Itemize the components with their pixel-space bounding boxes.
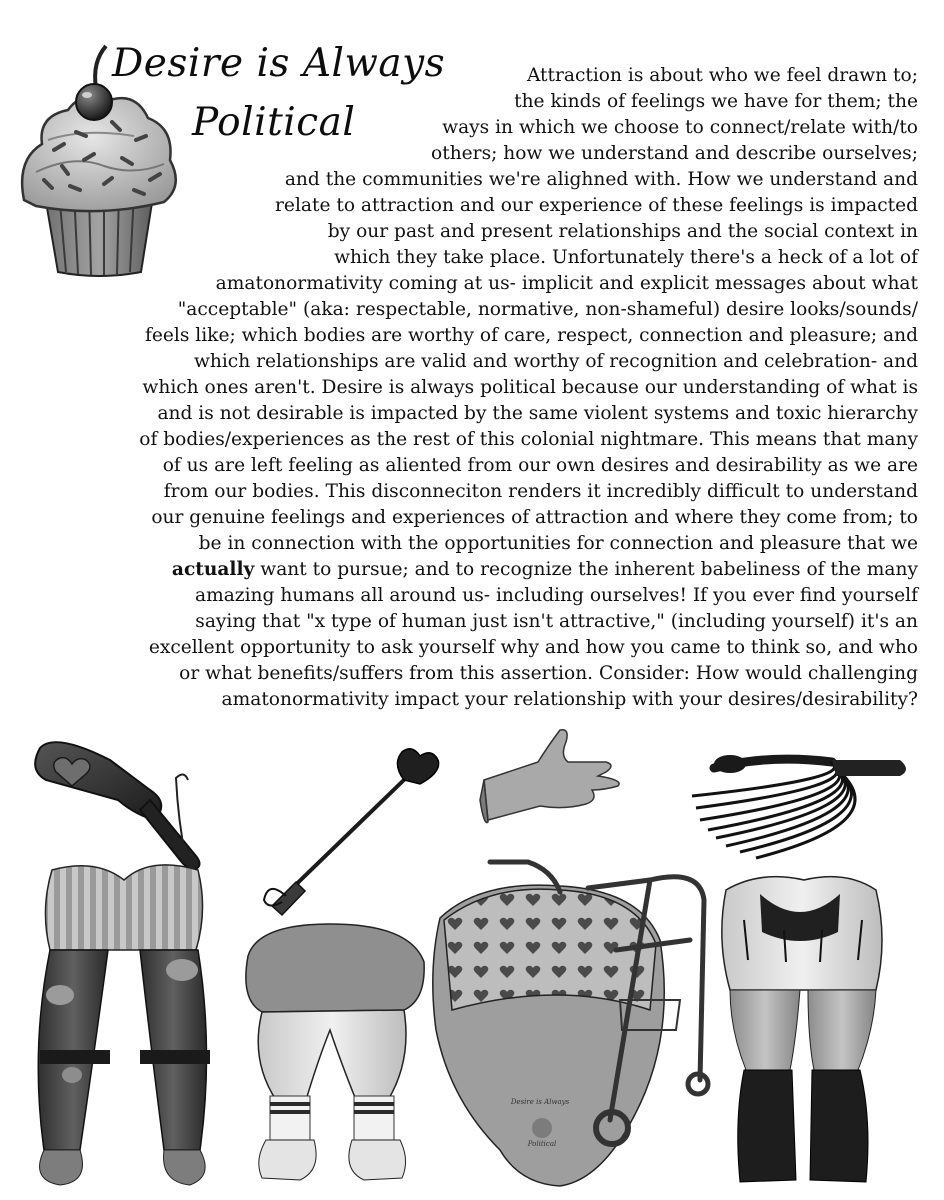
figure-garters-boots: [722, 877, 882, 1182]
body-line: and is not desirable is impacted by the same violent systems and toxic hierarchy: [157, 403, 918, 424]
body-line: saying that "x type of human just isn't attractive," (including yourself) it's an: [195, 611, 918, 632]
body-line: from our bodies. This disconneciton renders it incredibly difficult to understand: [163, 481, 918, 502]
body-line: ways in which we choose to connect/relate with/to: [442, 117, 918, 138]
body-line: relate to attraction and our experience of these feelings is impacted: [275, 195, 918, 216]
body-line: which ones aren't. Desire is always political because our understanding of what is: [142, 377, 918, 398]
body-line: amatonormativity impact your relationship with your desires/desirability?: [221, 689, 918, 710]
body-line: by our past and present relationships and the social context in: [327, 221, 918, 242]
body-line: be in connection with the opportunities for connection and pleasure that we: [198, 533, 918, 554]
open-hand-icon: [480, 730, 619, 823]
body-line: "acceptable" (aka: respectable, normative, non-shameful) desire looks/sounds/: [177, 299, 918, 320]
body-line: amazing humans all around us- including ourselves! If you ever find yourself: [195, 585, 918, 606]
page-title-line-1: Desire is Always: [112, 41, 446, 86]
figure-hearts-walker: [433, 885, 664, 1186]
body-line: excellent opportunity to ask yourself why and how you came to think so, and who: [148, 637, 918, 658]
body-line: our genuine feelings and experiences of attraction and where they come from; to: [151, 507, 918, 528]
heart-paddle-icon: [35, 742, 199, 870]
illustrations: [0, 725, 944, 1200]
body-line: which they take place. Unfortunately there's a heck of a lot of: [334, 247, 918, 268]
body-line: Attraction is about who we feel drawn to;: [526, 65, 918, 86]
figure-striped-briefs: [38, 865, 210, 1185]
body-line: of us are left feeling as aliented from our own desires and desirability as we are: [162, 455, 918, 476]
flogger-icon: [692, 755, 906, 858]
body-line: or what benefits/suffers from this assertion. Consider: How would challenging: [179, 663, 918, 684]
body-line-emphasis: [172, 558, 918, 582]
body-line: feels like; which bodies are worthy of care, respect, connection and pleasure; and: [145, 325, 918, 346]
body-line: others; how we understand and describe ourselves;: [431, 143, 918, 164]
tattoo-text-line-1: Desire is Always: [510, 1098, 570, 1106]
tattoo-text-line-2: Political: [527, 1140, 557, 1148]
body-line: the kinds of feelings we have for them; the: [514, 91, 918, 112]
emphasis-word: actually: [171, 559, 255, 580]
page-title-line-2: Political: [192, 100, 356, 145]
body-line-rest: want to pursue; and to recognize the inherent babeliness of the many: [254, 559, 918, 580]
body-line: of bodies/experiences as the rest of this colonial nightmare. This means that many: [139, 429, 918, 450]
figure-shorts-socks: [246, 924, 424, 1180]
body-line: and the communities we're alighned with. How we understand and: [284, 169, 918, 190]
heart-crop-icon: [264, 749, 439, 915]
body-line: which relationships are valid and worthy of recognition and celebration- and: [193, 351, 918, 372]
body-line: amatonormativity coming at us- implicit and explicit messages about what: [215, 273, 918, 294]
